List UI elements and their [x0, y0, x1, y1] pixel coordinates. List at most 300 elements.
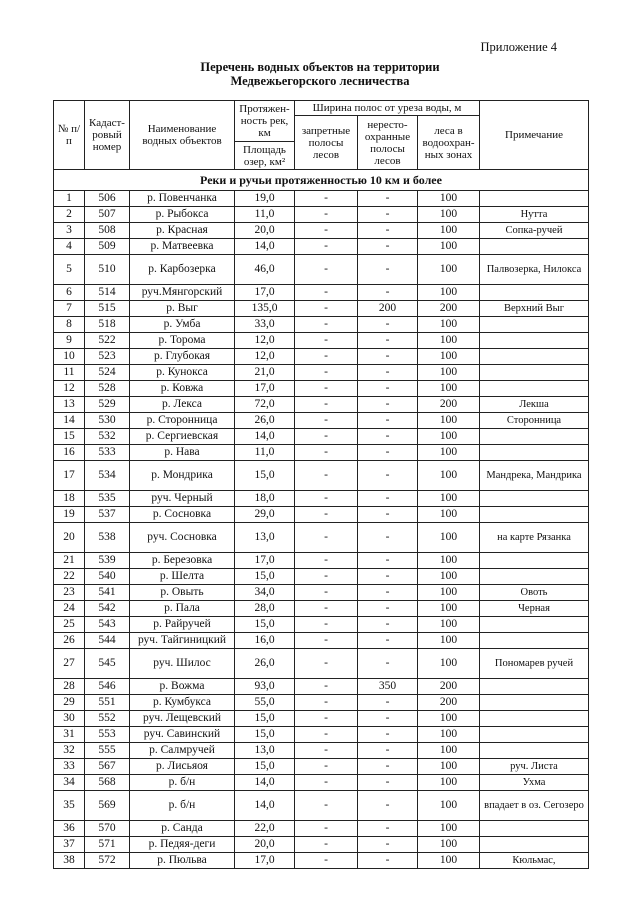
row-note: [480, 507, 589, 523]
cadastral-number: 571: [85, 837, 130, 853]
header-name: Наименование водных объектов: [130, 101, 235, 170]
row-note: Ухма: [480, 775, 589, 791]
table-row: [54, 381, 589, 397]
row-number: 2: [54, 207, 85, 223]
length-value: 33,0: [235, 317, 295, 333]
spawning-strip: -: [358, 239, 418, 255]
cadastral-number: 551: [85, 695, 130, 711]
cadastral-number: 524: [85, 365, 130, 381]
protected-strip: -: [295, 429, 358, 445]
row-note: [480, 365, 589, 381]
water-body-name: р. Нава: [130, 445, 235, 461]
water-zone-strip: 100: [418, 853, 480, 869]
length-value: 14,0: [235, 239, 295, 255]
row-note: [480, 429, 589, 445]
row-number: 24: [54, 601, 85, 617]
spawning-strip: -: [358, 365, 418, 381]
water-body-name: р. Санда: [130, 821, 235, 837]
cadastral-number: 541: [85, 585, 130, 601]
water-body-name: р. Педяя-деги: [130, 837, 235, 853]
spawning-strip: -: [358, 553, 418, 569]
cadastral-number: 515: [85, 301, 130, 317]
protected-strip: -: [295, 413, 358, 429]
row-note: [480, 711, 589, 727]
spawning-strip: -: [358, 491, 418, 507]
water-body-name: руч. Черный: [130, 491, 235, 507]
row-note: [480, 317, 589, 333]
spawning-strip: -: [358, 285, 418, 301]
table-row: [54, 569, 589, 585]
water-zone-strip: 100: [418, 759, 480, 775]
row-note: Лекша: [480, 397, 589, 413]
spawning-strip: -: [358, 695, 418, 711]
row-number: 29: [54, 695, 85, 711]
table-row: [54, 821, 589, 837]
water-body-name: р. Повенчанка: [130, 191, 235, 207]
protected-strip: -: [295, 223, 358, 239]
row-number: 3: [54, 223, 85, 239]
water-body-name: р. Выг: [130, 301, 235, 317]
protected-strip: -: [295, 585, 358, 601]
table-row: [54, 445, 589, 461]
protected-strip: -: [295, 365, 358, 381]
water-zone-strip: 100: [418, 553, 480, 569]
spawning-strip: -: [358, 791, 418, 821]
row-number: 35: [54, 791, 85, 821]
protected-strip: -: [295, 727, 358, 743]
protected-strip: -: [295, 333, 358, 349]
row-note: руч. Листа: [480, 759, 589, 775]
protected-strip: -: [295, 791, 358, 821]
spawning-strip: -: [358, 775, 418, 791]
table-row: [54, 837, 589, 853]
water-body-name: р. б/н: [130, 775, 235, 791]
row-number: 9: [54, 333, 85, 349]
row-note: [480, 633, 589, 649]
water-zone-strip: 100: [418, 255, 480, 285]
row-number: 1: [54, 191, 85, 207]
protected-strip: -: [295, 523, 358, 553]
row-number: 36: [54, 821, 85, 837]
cadastral-number: 522: [85, 333, 130, 349]
length-value: 17,0: [235, 381, 295, 397]
protected-strip: -: [295, 569, 358, 585]
row-number: 27: [54, 649, 85, 679]
cadastral-number: 535: [85, 491, 130, 507]
length-value: 15,0: [235, 617, 295, 633]
row-note: [480, 821, 589, 837]
protected-strip: -: [295, 397, 358, 413]
row-number: 33: [54, 759, 85, 775]
row-number: 7: [54, 301, 85, 317]
water-body-name: р. Рыбокса: [130, 207, 235, 223]
spawning-strip: -: [358, 429, 418, 445]
row-number: 17: [54, 461, 85, 491]
spawning-strip: -: [358, 349, 418, 365]
water-zone-strip: 100: [418, 837, 480, 853]
spawning-strip: 350: [358, 679, 418, 695]
length-value: 26,0: [235, 413, 295, 429]
spawning-strip: -: [358, 507, 418, 523]
water-zone-strip: 100: [418, 429, 480, 445]
water-zone-strip: 100: [418, 601, 480, 617]
length-value: 15,0: [235, 727, 295, 743]
table-row: [54, 461, 589, 491]
table-row: [54, 633, 589, 649]
row-number: 19: [54, 507, 85, 523]
water-body-name: р. Ковжа: [130, 381, 235, 397]
table-row: [54, 491, 589, 507]
water-body-name: руч.Мянгорский: [130, 285, 235, 301]
protected-strip: -: [295, 617, 358, 633]
row-note: Сторонница: [480, 413, 589, 429]
row-number: 30: [54, 711, 85, 727]
protected-strip: -: [295, 239, 358, 255]
length-value: 20,0: [235, 223, 295, 239]
water-zone-strip: 100: [418, 569, 480, 585]
row-number: 34: [54, 775, 85, 791]
water-zone-strip: 100: [418, 649, 480, 679]
protected-strip: -: [295, 301, 358, 317]
header-length: Протяжен-ность рек, км: [235, 101, 295, 142]
water-body-name: р. Глубокая: [130, 349, 235, 365]
water-body-name: руч. Савинский: [130, 727, 235, 743]
header-spawning: нересто-охранные полосы лесов: [358, 116, 418, 170]
length-value: 21,0: [235, 365, 295, 381]
spawning-strip: -: [358, 223, 418, 239]
row-note: [480, 239, 589, 255]
length-value: 15,0: [235, 461, 295, 491]
length-value: 55,0: [235, 695, 295, 711]
row-number: 18: [54, 491, 85, 507]
table-row: [54, 429, 589, 445]
spawning-strip: -: [358, 617, 418, 633]
water-zone-strip: 200: [418, 397, 480, 413]
row-note: [480, 837, 589, 853]
table-row: [54, 711, 589, 727]
spawning-strip: -: [358, 413, 418, 429]
table-row: [54, 695, 589, 711]
water-zone-strip: 100: [418, 727, 480, 743]
row-note: [480, 569, 589, 585]
protected-strip: -: [295, 317, 358, 333]
row-note: [480, 727, 589, 743]
water-zone-strip: 100: [418, 523, 480, 553]
protected-strip: -: [295, 445, 358, 461]
protected-strip: -: [295, 711, 358, 727]
header-protected: запретные полосы лесов: [295, 116, 358, 170]
row-note: Мандрека, Мандрика: [480, 461, 589, 491]
table-row: [54, 649, 589, 679]
cadastral-number: 545: [85, 649, 130, 679]
protected-strip: -: [295, 695, 358, 711]
row-number: 28: [54, 679, 85, 695]
cadastral-number: 523: [85, 349, 130, 365]
water-zone-strip: 100: [418, 223, 480, 239]
protected-strip: -: [295, 743, 358, 759]
row-note: [480, 333, 589, 349]
water-body-name: р. Сергиевская: [130, 429, 235, 445]
length-value: 13,0: [235, 743, 295, 759]
water-body-name: р. Лисьяоя: [130, 759, 235, 775]
table-row: [54, 679, 589, 695]
row-note: [480, 381, 589, 397]
protected-strip: -: [295, 601, 358, 617]
water-zone-strip: 100: [418, 333, 480, 349]
length-value: 11,0: [235, 445, 295, 461]
row-number: 8: [54, 317, 85, 333]
protected-strip: -: [295, 285, 358, 301]
water-body-name: р. Лекса: [130, 397, 235, 413]
length-value: 28,0: [235, 601, 295, 617]
water-body-name: р. Березовка: [130, 553, 235, 569]
spawning-strip: -: [358, 255, 418, 285]
row-note: [480, 743, 589, 759]
spawning-strip: -: [358, 317, 418, 333]
length-value: 12,0: [235, 333, 295, 349]
length-value: 34,0: [235, 585, 295, 601]
water-bodies-table: [53, 100, 589, 869]
spawning-strip: -: [358, 569, 418, 585]
length-value: 17,0: [235, 853, 295, 869]
length-value: 17,0: [235, 553, 295, 569]
spawning-strip: 200: [358, 301, 418, 317]
table-row: [54, 585, 589, 601]
table-row: [54, 727, 589, 743]
header-water-zone: леса в водоохран-ных зонах: [418, 116, 480, 170]
water-zone-strip: 100: [418, 585, 480, 601]
cadastral-number: 552: [85, 711, 130, 727]
row-number: 6: [54, 285, 85, 301]
cadastral-number: 529: [85, 397, 130, 413]
cadastral-number: 510: [85, 255, 130, 285]
protected-strip: -: [295, 191, 358, 207]
row-note: [480, 349, 589, 365]
water-body-name: р. Мондрика: [130, 461, 235, 491]
row-note: Палвозерка, Нилокса: [480, 255, 589, 285]
water-body-name: р. Пюльва: [130, 853, 235, 869]
water-zone-strip: 100: [418, 821, 480, 837]
spawning-strip: -: [358, 853, 418, 869]
length-value: 12,0: [235, 349, 295, 365]
water-body-name: руч. Сосновка: [130, 523, 235, 553]
spawning-strip: -: [358, 191, 418, 207]
table-row: [54, 239, 589, 255]
row-number: 4: [54, 239, 85, 255]
cadastral-number: 518: [85, 317, 130, 333]
length-value: 19,0: [235, 191, 295, 207]
table-row: [54, 365, 589, 381]
row-note: Черная: [480, 601, 589, 617]
header-note: Примечание: [480, 101, 589, 170]
row-number: 25: [54, 617, 85, 633]
protected-strip: -: [295, 255, 358, 285]
document-title: [0, 60, 640, 88]
row-note: Кюльмас,: [480, 853, 589, 869]
protected-strip: -: [295, 649, 358, 679]
row-note: Верхний Выг: [480, 301, 589, 317]
cadastral-number: 544: [85, 633, 130, 649]
row-note: Овоть: [480, 585, 589, 601]
row-number: 23: [54, 585, 85, 601]
water-zone-strip: 200: [418, 695, 480, 711]
water-zone-strip: 100: [418, 349, 480, 365]
length-value: 26,0: [235, 649, 295, 679]
length-value: 18,0: [235, 491, 295, 507]
table-row: [54, 191, 589, 207]
row-number: 37: [54, 837, 85, 853]
row-note: на карте Рязанка: [480, 523, 589, 553]
row-number: 38: [54, 853, 85, 869]
protected-strip: -: [295, 759, 358, 775]
protected-strip: -: [295, 207, 358, 223]
water-body-name: р. Сосновка: [130, 507, 235, 523]
table-row: [54, 743, 589, 759]
row-note: [480, 285, 589, 301]
water-zone-strip: 100: [418, 191, 480, 207]
length-value: 93,0: [235, 679, 295, 695]
spawning-strip: -: [358, 821, 418, 837]
cadastral-number: 543: [85, 617, 130, 633]
row-note: впадает в оз. Сегозеро: [480, 791, 589, 821]
row-note: [480, 445, 589, 461]
water-zone-strip: 100: [418, 743, 480, 759]
length-value: 15,0: [235, 759, 295, 775]
table-row: [54, 301, 589, 317]
water-body-name: р. Красная: [130, 223, 235, 239]
cadastral-number: 530: [85, 413, 130, 429]
protected-strip: -: [295, 381, 358, 397]
water-zone-strip: 100: [418, 617, 480, 633]
row-note: [480, 695, 589, 711]
table-row: [54, 853, 589, 869]
cadastral-number: 508: [85, 223, 130, 239]
cadastral-number: 514: [85, 285, 130, 301]
row-number: 12: [54, 381, 85, 397]
cadastral-number: 553: [85, 727, 130, 743]
water-body-name: р. Кумбукса: [130, 695, 235, 711]
cadastral-number: 507: [85, 207, 130, 223]
spawning-strip: -: [358, 445, 418, 461]
water-body-name: р. Матвеевка: [130, 239, 235, 255]
header-num: № п/п: [54, 101, 85, 170]
protected-strip: -: [295, 461, 358, 491]
cadastral-number: 532: [85, 429, 130, 445]
length-value: 72,0: [235, 397, 295, 413]
water-zone-strip: 100: [418, 461, 480, 491]
row-note: Пономарев ручей: [480, 649, 589, 679]
water-body-name: р. Вожма: [130, 679, 235, 695]
spawning-strip: -: [358, 727, 418, 743]
water-zone-strip: 100: [418, 381, 480, 397]
length-value: 22,0: [235, 821, 295, 837]
cadastral-number: 509: [85, 239, 130, 255]
length-value: 16,0: [235, 633, 295, 649]
row-number: 16: [54, 445, 85, 461]
row-number: 26: [54, 633, 85, 649]
water-zone-strip: 100: [418, 711, 480, 727]
row-note: [480, 191, 589, 207]
water-body-name: р. Райручей: [130, 617, 235, 633]
row-number: 31: [54, 727, 85, 743]
cadastral-number: 539: [85, 553, 130, 569]
length-value: 14,0: [235, 429, 295, 445]
row-number: 10: [54, 349, 85, 365]
row-note: Сопка-ручей: [480, 223, 589, 239]
length-value: 15,0: [235, 711, 295, 727]
spawning-strip: -: [358, 601, 418, 617]
row-number: 5: [54, 255, 85, 285]
row-note: [480, 679, 589, 695]
table-row: [54, 397, 589, 413]
water-zone-strip: 100: [418, 413, 480, 429]
spawning-strip: -: [358, 711, 418, 727]
table-row: [54, 255, 589, 285]
length-value: 14,0: [235, 791, 295, 821]
water-body-name: р. Сторонница: [130, 413, 235, 429]
spawning-strip: -: [358, 633, 418, 649]
table-row: [54, 523, 589, 553]
length-value: 14,0: [235, 775, 295, 791]
water-body-name: р. Кунокса: [130, 365, 235, 381]
spawning-strip: -: [358, 333, 418, 349]
header-width-group: Ширина полос от уреза воды, м: [295, 101, 480, 116]
protected-strip: -: [295, 633, 358, 649]
water-body-name: р. Пала: [130, 601, 235, 617]
row-number: 21: [54, 553, 85, 569]
row-number: 13: [54, 397, 85, 413]
water-body-name: руч. Шилос: [130, 649, 235, 679]
spawning-strip: -: [358, 585, 418, 601]
water-body-name: р. Торома: [130, 333, 235, 349]
spawning-strip: -: [358, 523, 418, 553]
table-row: [54, 759, 589, 775]
table-row: [54, 207, 589, 223]
spawning-strip: -: [358, 461, 418, 491]
row-number: 22: [54, 569, 85, 585]
cadastral-number: 546: [85, 679, 130, 695]
cadastral-number: 533: [85, 445, 130, 461]
cadastral-number: 534: [85, 461, 130, 491]
water-zone-strip: 200: [418, 301, 480, 317]
row-note: [480, 617, 589, 633]
length-value: 46,0: [235, 255, 295, 285]
spawning-strip: -: [358, 743, 418, 759]
length-value: 135,0: [235, 301, 295, 317]
cadastral-number: 537: [85, 507, 130, 523]
water-body-name: руч. Тайгиницкий: [130, 633, 235, 649]
cadastral-number: 569: [85, 791, 130, 821]
table-row: [54, 791, 589, 821]
header-area: Площадь озер, км²: [235, 142, 295, 170]
spawning-strip: -: [358, 381, 418, 397]
title-line-1: Перечень водных объектов на территории: [200, 60, 440, 74]
cadastral-number: 570: [85, 821, 130, 837]
cadastral-number: 568: [85, 775, 130, 791]
appendix-label: Приложение 4: [480, 40, 557, 54]
row-number: 20: [54, 523, 85, 553]
table-row: [54, 507, 589, 523]
protected-strip: -: [295, 491, 358, 507]
length-value: 13,0: [235, 523, 295, 553]
table-row: [54, 333, 589, 349]
water-zone-strip: 200: [418, 679, 480, 695]
table-row: [54, 223, 589, 239]
spawning-strip: -: [358, 759, 418, 775]
table-row: [54, 601, 589, 617]
table-row: [54, 413, 589, 429]
water-zone-strip: 100: [418, 445, 480, 461]
